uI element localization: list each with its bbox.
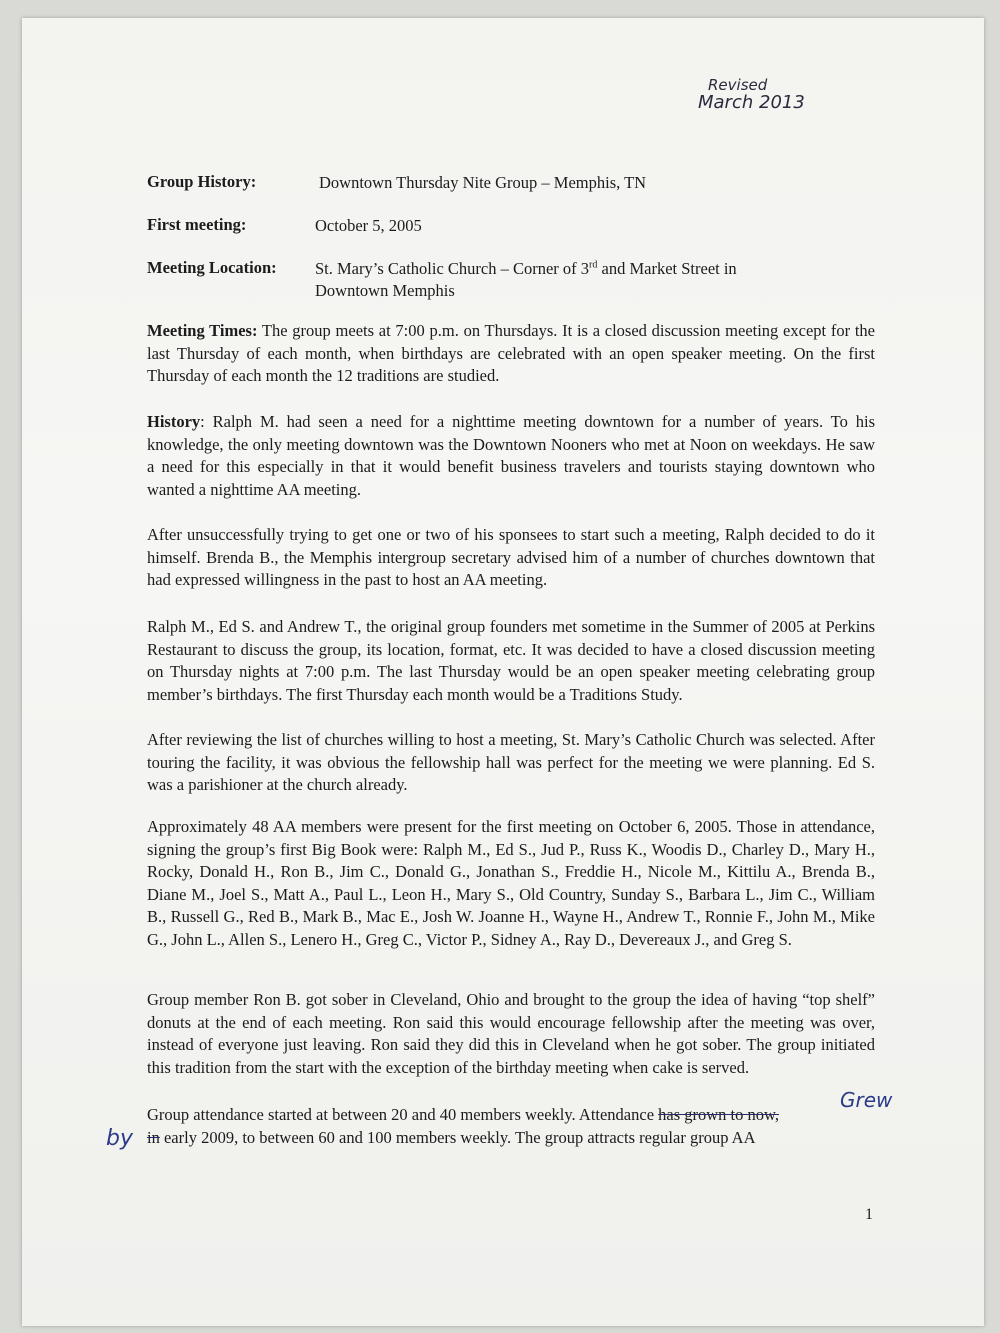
meeting-times-paragraph: Meeting Times: The group meets at 7:00 p.m. on Thursdays. It is a closed discussion meeting except for the last Thursday of each month, when birthdays are celebrated with an open speaker meeting. On the first Thursday of each month the 12 traditions are studied. bbox=[147, 321, 875, 386]
page-number: 1 bbox=[865, 1206, 873, 1223]
sponsees-paragraph: After unsuccessfully trying to get one or two of his sponsees to start such a meeting, Ralph decided to do it himself. Brenda B., the Memphis intergroup secretary advised him of a number of churches downtown that had expressed willingness in the past to host an AA meeting. bbox=[147, 525, 875, 590]
first-meeting-label: First meeting: bbox=[147, 215, 247, 234]
attendance-paragraph: Group attendance started at between 20 and 40 members weekly. Attendance has grown to now, in early 2009, to between 60 and 100 members weekly. The group attracts regular group AA bbox=[147, 1105, 779, 1147]
group-history-value: Downtown Thursday Nite Group – Memphis, TN bbox=[319, 173, 647, 192]
meeting-location-label: Meeting Location: bbox=[147, 258, 277, 277]
handwritten-by-correction: by bbox=[106, 1126, 133, 1151]
handwritten-grew-correction: Grew bbox=[840, 1088, 893, 1112]
church-paragraph: After reviewing the list of churches willing to host a meeting, St. Mary’s Catholic Church was selected. After touring the facility, it was obvious the fellowship hall was perfect for the meeting we were planning. Ed S. was a parishioner at the church already. bbox=[147, 730, 875, 795]
first-meeting-attendance-paragraph: Approximately 48 AA members were present for the first meeting on October 6, 2005. Those in attendance, signing the group’s first Big Book were: Ralph M., Ed S., Jud P., Russ K., Woodis D., Charley D., Mary H., Rocky, Donald H., Ron B., Jim C., Donald G., Jonathan S., Freddie H., Nicole M., Kittilu A., Brenda B., Diane M., Joel S., Matt A., Paul L., Leon H., Mary S., Old Country, Sunday S., Barbara L., Jim C., William B., Russell G., Red B., Mark B., Mac E., Josh W. Joanne H., Wayne H., Andrew T., Ronnie F., John M., Mike G., John L., Allen S., Lenero H., Greg C., Victor P., Sidney A., Ray D., Devereaux J., and Greg S. bbox=[147, 817, 875, 949]
top-shelf-donuts-paragraph: Group member Ron B. got sober in Cleveland, Ohio and brought to the group the idea of having “top shelf” donuts at the end of each meeting. Ron said this would encourage fellowship after the meeting was over, instead of everyone just leaving. Ron said they did this in Cleveland when he got sober. The group initiated this tradition from the start with the exception of the birthday meeting when cake is served. bbox=[147, 990, 875, 1077]
history-paragraph: History: Ralph M. had seen a need for a nighttime meeting downtown for a number of years. To his knowledge, the only meeting downtown was the Downtown Nooners who met at Noon on weekdays. He saw a need for this especially in that it would benefit business travelers and tourists staying downtown who wanted a nighttime AA meeting. bbox=[147, 412, 875, 499]
handwritten-date-note: March 2013 bbox=[698, 92, 805, 113]
first-meeting-value: October 5, 2005 bbox=[315, 216, 422, 235]
group-history-label: Group History: bbox=[147, 172, 257, 191]
meeting-location-value: St. Mary’s Catholic Church – Corner of 3rd and Market Street in Downtown Memphis bbox=[315, 259, 737, 300]
founders-paragraph: Ralph M., Ed S. and Andrew T., the original group founders met sometime in the Summer of 2005 at Perkins Restaurant to discuss the group, its location, format, etc. It was decided to have a closed discussion meeting on Thursday nights at 7:00 p.m. The last Thursday would be an open speaker meeting celebrating group member’s birthdays. The first Thursday each month would be a Traditions Study. bbox=[147, 617, 875, 704]
document-page bbox=[22, 18, 984, 1326]
handwritten-revised-note: Revised bbox=[708, 76, 768, 94]
